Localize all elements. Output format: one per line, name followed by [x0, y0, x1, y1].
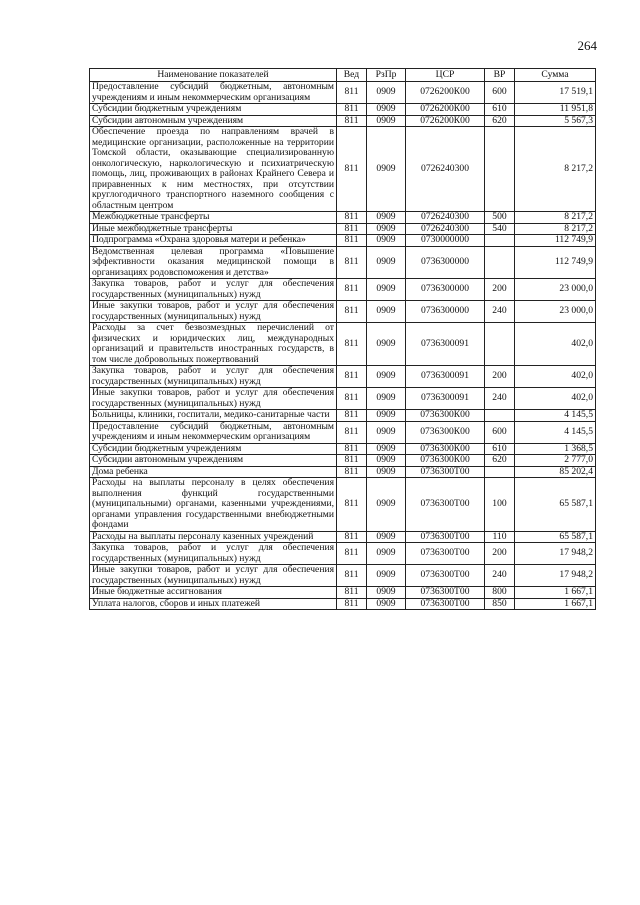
cell-name: Межбюджетные трансферты — [90, 212, 337, 224]
cell-ved: 811 — [337, 323, 367, 366]
cell-sum: 8 217,2 — [515, 127, 596, 212]
cell-name: Субсидии бюджетным учреждениям — [90, 104, 337, 116]
cell-name: Субсидии автономным учреждениям — [90, 115, 337, 127]
header-vr: ВР — [485, 69, 515, 82]
cell-csr: 0726200К00 — [406, 104, 485, 116]
cell-ved: 811 — [337, 543, 367, 565]
cell-ved: 811 — [337, 366, 367, 388]
cell-csr: 0726200К00 — [406, 82, 485, 104]
table-row — [90, 598, 596, 610]
cell-rzpr: 0909 — [367, 455, 406, 467]
cell-sum: 5 567,3 — [515, 115, 596, 127]
cell-vr: 100 — [485, 478, 515, 532]
header-ved: Вед — [337, 69, 367, 82]
cell-rzpr: 0909 — [367, 443, 406, 455]
cell-rzpr: 0909 — [367, 366, 406, 388]
cell-vr — [485, 235, 515, 247]
cell-ved: 811 — [337, 455, 367, 467]
cell-ved: 811 — [337, 279, 367, 301]
cell-csr: 0736300091 — [406, 323, 485, 366]
table-row — [90, 82, 596, 104]
table-row — [90, 366, 596, 388]
cell-vr — [485, 127, 515, 212]
cell-ved: 811 — [337, 443, 367, 455]
table-row — [90, 212, 596, 224]
table-row — [90, 443, 596, 455]
cell-rzpr: 0909 — [367, 115, 406, 127]
cell-csr: 0736300Т00 — [406, 565, 485, 587]
cell-vr: 620 — [485, 455, 515, 467]
cell-rzpr: 0909 — [367, 478, 406, 532]
cell-vr: 200 — [485, 543, 515, 565]
table-row — [90, 246, 596, 279]
table-row — [90, 223, 596, 235]
cell-ved: 811 — [337, 531, 367, 543]
cell-vr — [485, 410, 515, 422]
cell-csr: 0736300К00 — [406, 443, 485, 455]
table-header — [90, 69, 596, 82]
cell-ved: 811 — [337, 104, 367, 116]
cell-rzpr: 0909 — [367, 246, 406, 279]
table-row — [90, 323, 596, 366]
budget-table — [89, 68, 596, 610]
table-row — [90, 587, 596, 599]
table-row — [90, 279, 596, 301]
cell-vr: 800 — [485, 587, 515, 599]
cell-name: Расходы за счет безвозмездных перечислений от физических и юридических лиц, международных организаций и правительств иностранных государств, в том числе добровольных пожертвований — [90, 323, 337, 366]
cell-csr: 0726240300 — [406, 212, 485, 224]
cell-csr: 0736300Т00 — [406, 531, 485, 543]
cell-rzpr: 0909 — [367, 565, 406, 587]
page-number: 264 — [577, 38, 597, 53]
cell-rzpr: 0909 — [367, 388, 406, 410]
header-row — [90, 69, 596, 82]
cell-rzpr: 0909 — [367, 212, 406, 224]
cell-ved: 811 — [337, 82, 367, 104]
cell-sum: 17 519,1 — [515, 82, 596, 104]
table-row — [90, 478, 596, 532]
cell-name: Подпрограмма «Охрана здоровья матери и ребенка» — [90, 235, 337, 247]
table-row — [90, 455, 596, 467]
table-row — [90, 531, 596, 543]
cell-ved: 811 — [337, 478, 367, 532]
cell-sum: 65 587,1 — [515, 531, 596, 543]
cell-csr: 0736300091 — [406, 366, 485, 388]
cell-name: Иные закупки товаров, работ и услуг для обеспечения государственных (муниципальных) нужд — [90, 301, 337, 323]
header-csr: ЦСР — [406, 69, 485, 82]
cell-sum: 23 000,0 — [515, 301, 596, 323]
cell-csr: 0736300000 — [406, 246, 485, 279]
cell-rzpr: 0909 — [367, 82, 406, 104]
cell-csr: 0736300Т00 — [406, 466, 485, 478]
cell-rzpr: 0909 — [367, 323, 406, 366]
cell-csr: 0736300000 — [406, 301, 485, 323]
cell-sum: 8 217,2 — [515, 212, 596, 224]
cell-name: Иные бюджетные ассигнования — [90, 587, 337, 599]
cell-vr: 600 — [485, 82, 515, 104]
table-row — [90, 301, 596, 323]
cell-vr: 610 — [485, 104, 515, 116]
cell-ved: 811 — [337, 212, 367, 224]
cell-name: Закупка товаров, работ и услуг для обеспечения государственных (муниципальных) нужд — [90, 543, 337, 565]
cell-rzpr: 0909 — [367, 279, 406, 301]
table-body — [90, 82, 596, 610]
cell-sum: 85 202,4 — [515, 466, 596, 478]
cell-name: Больницы, клиники, госпитали, медико-санитарные части — [90, 410, 337, 422]
cell-vr: 500 — [485, 212, 515, 224]
table-row — [90, 104, 596, 116]
cell-rzpr: 0909 — [367, 127, 406, 212]
cell-ved: 811 — [337, 410, 367, 422]
cell-sum: 4 145,5 — [515, 421, 596, 443]
cell-name: Иные закупки товаров, работ и услуг для обеспечения государственных (муниципальных) нужд — [90, 388, 337, 410]
cell-sum: 23 000,0 — [515, 279, 596, 301]
cell-csr: 0736300К00 — [406, 421, 485, 443]
cell-rzpr: 0909 — [367, 543, 406, 565]
table-row — [90, 388, 596, 410]
cell-name: Ведомственная целевая программа «Повышение эффективности оказания медицинской помощи в организациях родовспоможения и детства» — [90, 246, 337, 279]
table-row — [90, 543, 596, 565]
cell-rzpr: 0909 — [367, 466, 406, 478]
cell-vr: 240 — [485, 388, 515, 410]
cell-sum: 402,0 — [515, 323, 596, 366]
cell-csr: 0736300000 — [406, 279, 485, 301]
cell-csr: 0726240300 — [406, 127, 485, 212]
cell-sum: 65 587,1 — [515, 478, 596, 532]
cell-ved: 811 — [337, 466, 367, 478]
cell-sum: 4 145,5 — [515, 410, 596, 422]
cell-csr: 0726240300 — [406, 223, 485, 235]
table-row — [90, 466, 596, 478]
cell-ved: 811 — [337, 421, 367, 443]
table-row — [90, 410, 596, 422]
cell-vr: 240 — [485, 301, 515, 323]
cell-name: Расходы на выплаты персоналу в целях обеспечения выполнения функций государственными (муниципальными) органами, казенными учреждениями, органами управления государственными внебюджетными фондами — [90, 478, 337, 532]
cell-vr: 200 — [485, 279, 515, 301]
cell-name: Иные межбюджетные трансферты — [90, 223, 337, 235]
cell-rzpr: 0909 — [367, 223, 406, 235]
cell-rzpr: 0909 — [367, 531, 406, 543]
cell-ved: 811 — [337, 223, 367, 235]
cell-vr — [485, 466, 515, 478]
table-row — [90, 115, 596, 127]
cell-csr: 0736300К00 — [406, 455, 485, 467]
cell-vr: 600 — [485, 421, 515, 443]
cell-vr: 850 — [485, 598, 515, 610]
cell-rzpr: 0909 — [367, 410, 406, 422]
cell-csr: 0736300Т00 — [406, 598, 485, 610]
cell-name: Уплата налогов, сборов и иных платежей — [90, 598, 337, 610]
cell-sum: 17 948,2 — [515, 565, 596, 587]
cell-ved: 811 — [337, 587, 367, 599]
cell-sum: 8 217,2 — [515, 223, 596, 235]
cell-name: Дома ребенка — [90, 466, 337, 478]
cell-vr — [485, 246, 515, 279]
cell-csr: 0726200К00 — [406, 115, 485, 127]
cell-csr: 0736300К00 — [406, 410, 485, 422]
cell-sum: 2 777,0 — [515, 455, 596, 467]
cell-csr: 0730000000 — [406, 235, 485, 247]
cell-name: Обеспечение проезда по направлениям врачей в медицинские организации, расположенные на территории Томской области, оказывающие специализированную онкологическую, наркологическую и психиатрическую помощь, лиц, проживающих в районах Крайнего Севера и приравненных к ним местностях, при отсутствии круглогодичного транспортного наземного сообщения с областным центром — [90, 127, 337, 212]
cell-name: Субсидии автономным учреждениям — [90, 455, 337, 467]
cell-ved: 811 — [337, 301, 367, 323]
header-rzpr: РзПр — [367, 69, 406, 82]
cell-ved: 811 — [337, 115, 367, 127]
cell-ved: 811 — [337, 565, 367, 587]
cell-sum: 11 951,8 — [515, 104, 596, 116]
header-name: Наименование показателей — [90, 69, 337, 82]
cell-vr — [485, 323, 515, 366]
cell-sum: 112 749,9 — [515, 235, 596, 247]
cell-rzpr: 0909 — [367, 587, 406, 599]
cell-name: Иные закупки товаров, работ и услуг для обеспечения государственных (муниципальных) нужд — [90, 565, 337, 587]
cell-rzpr: 0909 — [367, 421, 406, 443]
table-row — [90, 421, 596, 443]
table-row — [90, 565, 596, 587]
cell-ved: 811 — [337, 388, 367, 410]
cell-vr: 240 — [485, 565, 515, 587]
cell-vr: 620 — [485, 115, 515, 127]
cell-name: Закупка товаров, работ и услуг для обеспечения государственных (муниципальных) нужд — [90, 279, 337, 301]
cell-rzpr: 0909 — [367, 235, 406, 247]
cell-name: Предоставление субсидий бюджетным, автономным учреждениям и иным некоммерческим организациям — [90, 421, 337, 443]
cell-sum: 112 749,9 — [515, 246, 596, 279]
cell-csr: 0736300Т00 — [406, 587, 485, 599]
cell-vr: 110 — [485, 531, 515, 543]
cell-name: Закупка товаров, работ и услуг для обеспечения государственных (муниципальных) нужд — [90, 366, 337, 388]
cell-name: Субсидии бюджетным учреждениям — [90, 443, 337, 455]
cell-sum: 1 368,5 — [515, 443, 596, 455]
cell-vr: 540 — [485, 223, 515, 235]
cell-rzpr: 0909 — [367, 104, 406, 116]
cell-csr: 0736300Т00 — [406, 478, 485, 532]
cell-rzpr: 0909 — [367, 301, 406, 323]
cell-vr: 610 — [485, 443, 515, 455]
cell-sum: 1 667,1 — [515, 587, 596, 599]
cell-sum: 402,0 — [515, 366, 596, 388]
cell-ved: 811 — [337, 246, 367, 279]
cell-ved: 811 — [337, 235, 367, 247]
header-sum: Сумма — [515, 69, 596, 82]
cell-ved: 811 — [337, 598, 367, 610]
table-row — [90, 235, 596, 247]
cell-sum: 17 948,2 — [515, 543, 596, 565]
cell-sum: 1 667,1 — [515, 598, 596, 610]
cell-vr: 200 — [485, 366, 515, 388]
cell-ved: 811 — [337, 127, 367, 212]
cell-csr: 0736300091 — [406, 388, 485, 410]
cell-sum: 402,0 — [515, 388, 596, 410]
cell-name: Расходы на выплаты персоналу казенных учреждений — [90, 531, 337, 543]
cell-name: Предоставление субсидий бюджетным, автономным учреждениям и иным некоммерческим организациям — [90, 82, 337, 104]
cell-rzpr: 0909 — [367, 598, 406, 610]
table-row — [90, 127, 596, 212]
cell-csr: 0736300Т00 — [406, 543, 485, 565]
